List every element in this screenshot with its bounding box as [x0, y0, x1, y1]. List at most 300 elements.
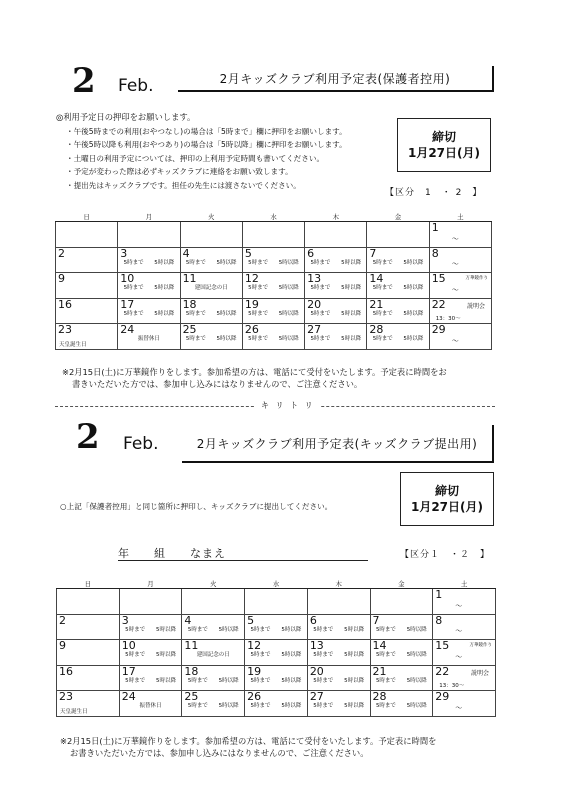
day-number: 16: [58, 297, 72, 311]
after5-slot[interactable]: 5時以降: [341, 310, 362, 317]
day-number: 21: [369, 297, 384, 311]
slot-labels: [371, 678, 433, 685]
day-number: 5: [247, 613, 255, 627]
before5-slot[interactable]: 5時まで: [372, 310, 393, 317]
top-calendar: [55, 212, 492, 350]
after5-slot[interactable]: 5時以降: [155, 652, 176, 658]
calendar-day-cell[interactable]: [242, 324, 304, 350]
time-range-mark: ～: [451, 336, 459, 345]
calendar-week-row: [56, 298, 492, 324]
day-number: 28: [369, 323, 384, 336]
weekday-header: 日: [57, 579, 120, 589]
before5-slot[interactable]: 5時まで: [248, 310, 269, 317]
top-note-2: ・午後5時以降も利用(おやつあり)の場合は「5時以降」欄に押印をお願いします。: [66, 140, 347, 149]
before5-slot[interactable]: 5時まで: [250, 703, 271, 709]
day-number: 29: [435, 690, 450, 703]
calendar-day-cell[interactable]: [118, 324, 180, 350]
before5-slot[interactable]: 5時まで: [185, 336, 206, 342]
calendar-day-cell[interactable]: [119, 665, 182, 691]
after5-slot[interactable]: 5時以降: [281, 652, 302, 658]
bottom-bottom-note-line1: ※2月15日(土)に万華鏡作りをします。参加希望の方は、電話にて受付をいたします。予定表に時間を: [60, 736, 437, 746]
day-number: 14: [372, 639, 387, 652]
holiday-label: 振替休日: [139, 703, 162, 709]
after5-slot[interactable]: 5時以降: [278, 285, 299, 291]
calendar-day-cell[interactable]: [56, 273, 118, 299]
after5-slot[interactable]: 5時以降: [341, 285, 362, 291]
before5-slot[interactable]: 5時まで: [185, 310, 206, 317]
slot-labels: [243, 260, 304, 267]
day-number: 23: [58, 323, 72, 336]
slot-labels: [308, 703, 370, 710]
before5-slot[interactable]: 5時まで: [123, 259, 144, 266]
calendar-day-cell[interactable]: [182, 665, 245, 691]
time-range-mark: ～: [455, 652, 463, 661]
calendar-day-cell[interactable]: [245, 665, 308, 691]
slot-labels: [371, 652, 433, 659]
weekday-header: 火: [180, 212, 242, 222]
calendar-week-row: [56, 273, 492, 299]
day-number: 1: [435, 588, 443, 601]
calendar-day-cell[interactable]: [118, 273, 180, 299]
after5-slot[interactable]: 5時以降: [154, 259, 175, 266]
calendar-day-cell[interactable]: [242, 222, 304, 248]
calendar-day-cell[interactable]: [245, 614, 308, 640]
before5-slot[interactable]: 5時まで: [250, 677, 271, 684]
calendar-day-cell[interactable]: [429, 324, 491, 350]
calendar-day-cell[interactable]: [57, 691, 120, 717]
top-deadline-box: [397, 118, 491, 172]
calendar-week-row: [57, 665, 496, 691]
day-number: 20: [309, 664, 324, 678]
calendar-day-cell[interactable]: [119, 640, 182, 666]
bottom-bottom-note: [60, 735, 515, 759]
before5-slot[interactable]: 5時まで: [123, 310, 144, 317]
weekday-header: 金: [370, 579, 433, 589]
day-number: 14: [369, 272, 384, 285]
calendar-day-cell[interactable]: [370, 665, 433, 691]
after5-slot[interactable]: 5時以降: [341, 259, 362, 266]
slot-labels: [367, 336, 428, 343]
calendar-day-cell[interactable]: [245, 691, 308, 717]
after5-slot[interactable]: 5時以降: [278, 259, 299, 266]
calendar-day-cell[interactable]: [119, 691, 182, 717]
holiday-label: 天皇誕生日: [60, 708, 88, 715]
calendar-day-cell[interactable]: [182, 640, 245, 666]
day-number: 17: [121, 664, 136, 678]
before5-slot[interactable]: 5時まで: [310, 259, 331, 266]
calendar-day-cell[interactable]: [307, 691, 370, 717]
bottom-title: 2月キッズクラブ利用予定表(キッズクラブ提出用): [182, 425, 494, 463]
top-notes-lead: ◎利用予定日の押印をお願いします。: [56, 112, 196, 122]
after5-slot[interactable]: 5時以降: [344, 626, 365, 633]
time-range-mark: ～: [451, 260, 459, 268]
day-number: 22: [435, 664, 450, 678]
day-number: 15: [431, 272, 446, 285]
event-note: 万華鏡作り: [469, 643, 492, 648]
calendar-day-cell[interactable]: [118, 247, 180, 273]
calendar-day-cell[interactable]: [57, 614, 120, 640]
calendar-day-cell[interactable]: [367, 298, 429, 324]
calendar-day-cell[interactable]: [119, 614, 182, 640]
day-number: 24: [120, 323, 135, 336]
calendar-day-cell[interactable]: [119, 589, 182, 615]
bottom-calendar: [56, 579, 496, 717]
day-number: 11: [184, 639, 199, 652]
kiritori-label: キ リ ト リ: [255, 400, 321, 411]
before5-slot[interactable]: 5時まで: [313, 652, 334, 658]
calendar-day-cell[interactable]: [305, 324, 367, 350]
day-number: 4: [182, 246, 190, 260]
after5-slot[interactable]: 5時以降: [406, 677, 427, 684]
holiday-label: 振替休日: [137, 336, 160, 342]
day-number: 8: [435, 613, 443, 627]
calendar-week-row: [56, 247, 492, 273]
before5-slot[interactable]: 5時まで: [187, 626, 208, 633]
name-row: 年 組 なまえ: [118, 547, 226, 560]
calendar-day-cell[interactable]: [367, 222, 429, 248]
bottom-month-en: Feb.: [123, 434, 159, 454]
after5-slot[interactable]: 5時以降: [406, 626, 427, 633]
calendar-day-cell[interactable]: [57, 640, 120, 666]
after5-slot[interactable]: 5時以降: [216, 310, 237, 317]
after5-slot[interactable]: 5時以降: [155, 626, 176, 633]
day-number: 2: [58, 246, 65, 260]
day-number: 18: [182, 297, 197, 311]
calendar-week-row: [56, 324, 492, 350]
calendar-day-cell[interactable]: [242, 273, 304, 299]
top-note-5: ・提出先はキッズクラブです。担任の先生には渡さないでください。: [66, 180, 301, 190]
top-month-en: Feb.: [118, 76, 154, 96]
slot-labels: [245, 678, 307, 685]
calendar-day-cell[interactable]: [180, 324, 242, 350]
before5-slot[interactable]: 5時まで: [125, 626, 146, 633]
before5-slot[interactable]: 5時まで: [313, 677, 334, 684]
weekday-header: 月: [119, 579, 182, 589]
after5-slot[interactable]: 5時以降: [403, 259, 424, 266]
calendar-day-cell[interactable]: [180, 298, 242, 324]
after5-slot[interactable]: 5時以降: [281, 677, 302, 684]
day-number: 1: [431, 221, 439, 234]
calendar-day-cell[interactable]: [57, 589, 120, 615]
before5-slot[interactable]: 5時まで: [125, 677, 146, 684]
calendar-day-cell[interactable]: [242, 298, 304, 324]
slot-labels: [118, 285, 179, 292]
slot-labels: [308, 678, 370, 685]
calendar-day-cell[interactable]: [433, 665, 496, 691]
day-number: 21: [372, 664, 387, 678]
slot-labels: [305, 260, 366, 267]
bottom-deadline-date: 1月27日(月): [410, 500, 484, 514]
before5-slot[interactable]: 5時まで: [372, 285, 393, 291]
calendar-day-cell[interactable]: [56, 247, 118, 273]
calendar-day-cell[interactable]: [429, 273, 491, 299]
slot-labels: [367, 311, 428, 318]
calendar-day-cell[interactable]: [56, 222, 118, 248]
before5-slot[interactable]: 5時まで: [187, 677, 208, 684]
after5-slot[interactable]: 5時以降: [218, 677, 239, 684]
slot-labels: [181, 311, 242, 318]
bottom-deadline-box: [400, 472, 494, 526]
event-note: 万華鏡作り: [465, 276, 488, 281]
calendar-day-cell[interactable]: [370, 640, 433, 666]
slot-labels: [181, 336, 242, 343]
day-number: 2: [59, 613, 66, 627]
slot-labels: [243, 311, 304, 318]
day-number: 9: [59, 639, 66, 652]
day-number: 10: [121, 639, 136, 652]
slot-labels: [308, 652, 370, 659]
after5-slot[interactable]: 5時以降: [406, 652, 427, 658]
calendar-day-cell[interactable]: [57, 665, 120, 691]
calendar-day-cell[interactable]: [370, 589, 433, 615]
calendar-week-row: [57, 691, 496, 717]
day-number: 8: [431, 246, 439, 260]
slot-labels: [367, 260, 428, 267]
day-number: 10: [120, 272, 135, 285]
before5-slot[interactable]: 5時まで: [125, 652, 146, 658]
day-number: 20: [307, 297, 322, 311]
weekday-header: 日: [56, 212, 118, 222]
after5-slot[interactable]: 5時以降: [154, 310, 175, 317]
weekday-header: 水: [245, 579, 308, 589]
bottom-deadline-label: 締切: [434, 483, 459, 498]
time-range-mark: ～: [451, 234, 459, 243]
before5-slot[interactable]: 5時まで: [372, 336, 393, 342]
after5-slot[interactable]: 5時以降: [154, 285, 175, 291]
bottom-instruction: ○上記「保護者控用」と同じ箇所に押印し、キッズクラブに提出してください。: [60, 502, 333, 511]
slot-labels: [367, 285, 428, 292]
calendar-day-cell[interactable]: [180, 273, 242, 299]
after5-slot[interactable]: 5時以降: [216, 336, 237, 342]
after5-slot[interactable]: 5時以降: [278, 310, 299, 317]
weekday-header: 木: [305, 212, 367, 222]
slot-labels: [305, 336, 366, 343]
after5-slot[interactable]: 5時以降: [403, 285, 424, 291]
slot-labels: [243, 336, 304, 343]
calendar-day-cell[interactable]: [433, 640, 496, 666]
after5-slot[interactable]: 5時以降: [344, 703, 365, 709]
before5-slot[interactable]: 5時まで: [248, 285, 269, 291]
before5-slot[interactable]: 5時まで: [185, 259, 206, 266]
calendar-day-cell[interactable]: [429, 247, 491, 273]
calendar-day-cell[interactable]: [433, 614, 496, 640]
calendar-week-row: [57, 640, 496, 666]
after5-slot[interactable]: 5時以降: [403, 336, 424, 342]
time-range-mark: ～: [451, 285, 459, 294]
calendar-day-cell[interactable]: [305, 273, 367, 299]
calendar-day-cell[interactable]: [305, 222, 367, 248]
calendar-day-cell[interactable]: [433, 691, 496, 717]
day-number: 17: [120, 297, 135, 311]
holiday-label: 建国記念の日: [196, 652, 230, 658]
top-title: 2月キッズクラブ利用予定表(保護者控用): [178, 66, 494, 92]
slot-labels: [305, 285, 366, 292]
day-number: 24: [121, 690, 136, 703]
event-time: 13：30～: [435, 316, 461, 322]
time-range-mark: ～: [455, 601, 463, 610]
calendar-week-row: [56, 222, 492, 248]
day-number: 26: [244, 323, 259, 336]
day-number: 16: [59, 664, 73, 678]
slot-labels: [243, 285, 304, 292]
day-number: 19: [247, 664, 262, 678]
top-bottom-note: [62, 366, 512, 390]
day-number: 12: [244, 272, 259, 285]
calendar-day-cell[interactable]: [182, 691, 245, 717]
calendar-day-cell[interactable]: [245, 589, 308, 615]
calendar-day-cell[interactable]: [305, 298, 367, 324]
calendar-day-cell[interactable]: [56, 324, 118, 350]
before5-slot[interactable]: 5時まで: [375, 703, 396, 709]
after5-slot[interactable]: 5時以降: [341, 336, 362, 342]
calendar-day-cell[interactable]: [307, 665, 370, 691]
top-bottom-note-line2: 書きいただいた方では、参加申し込みにはなりませんので、ご注意ください。: [72, 379, 363, 389]
calendar-day-cell[interactable]: [180, 222, 242, 248]
before5-slot[interactable]: 5時まで: [375, 652, 396, 658]
slot-labels: [305, 311, 366, 318]
slot-labels: [118, 311, 179, 318]
bottom-kubun: 【区分１ ・２ 】: [400, 550, 491, 560]
weekday-header: 土: [429, 212, 491, 222]
weekday-header: 火: [182, 579, 245, 589]
event-note: 説明会: [466, 302, 485, 310]
slot-labels: [182, 678, 244, 685]
after5-slot[interactable]: 5時以降: [218, 703, 239, 709]
before5-slot[interactable]: 5時まで: [375, 677, 396, 684]
before5-slot[interactable]: 5時まで: [310, 285, 331, 291]
slot-labels: [182, 703, 244, 710]
slot-labels: [181, 260, 242, 267]
name-underline: [118, 560, 368, 561]
calendar-day-cell[interactable]: [370, 614, 433, 640]
after5-slot[interactable]: 5時以降: [406, 703, 427, 709]
after5-slot[interactable]: 5時以降: [155, 677, 176, 684]
calendar-day-cell[interactable]: [429, 222, 491, 248]
calendar-day-cell[interactable]: [307, 589, 370, 615]
after5-slot[interactable]: 5時以降: [281, 626, 302, 633]
after5-slot[interactable]: 5時以降: [278, 336, 299, 342]
before5-slot[interactable]: 5時まで: [372, 259, 393, 266]
calendar-week-row: [57, 614, 496, 640]
weekday-header: 木: [307, 579, 370, 589]
calendar-day-cell[interactable]: [118, 298, 180, 324]
event-time: 13：30～: [439, 683, 465, 689]
before5-slot[interactable]: 5時まで: [313, 626, 334, 633]
calendar-day-cell[interactable]: [182, 589, 245, 615]
day-number: 22: [431, 297, 446, 311]
top-deadline-label: 締切: [431, 129, 456, 144]
after5-slot[interactable]: 5時以降: [344, 677, 365, 684]
day-number: 26: [247, 690, 262, 703]
after5-slot[interactable]: 5時以降: [403, 310, 424, 317]
before5-slot[interactable]: 5時まで: [310, 310, 331, 317]
top-deadline-date: 1月27日(月): [407, 146, 481, 160]
day-number: 6: [307, 246, 315, 260]
slot-labels: [308, 627, 370, 634]
day-number: 4: [184, 613, 192, 627]
slot-labels: [371, 703, 433, 710]
slot-labels: [182, 627, 244, 634]
calendar-day-cell[interactable]: [307, 614, 370, 640]
slot-labels: [118, 260, 179, 267]
slot-labels: [245, 627, 307, 634]
bottom-bottom-note-line2: お書きいただいた方では、参加申し込みにはなりませんので、ご注意ください。: [70, 748, 369, 758]
weekday-header: 水: [242, 212, 304, 222]
holiday-label: 建国記念の日: [194, 285, 228, 291]
day-number: 9: [58, 272, 65, 285]
event-note: 説明会: [470, 669, 489, 677]
after5-slot[interactable]: 5時以降: [344, 652, 365, 658]
calendar-day-cell[interactable]: [367, 273, 429, 299]
calendar-day-cell[interactable]: [242, 247, 304, 273]
day-number: 7: [369, 246, 377, 260]
before5-slot[interactable]: 5時まで: [310, 336, 331, 342]
weekday-header: 土: [433, 579, 496, 589]
before5-slot[interactable]: 5時まで: [123, 285, 144, 291]
before5-slot[interactable]: 5時まで: [250, 626, 271, 633]
slot-labels: [245, 652, 307, 659]
time-range-mark: ～: [455, 627, 463, 635]
calendar-day-cell[interactable]: [56, 298, 118, 324]
slot-labels: [371, 627, 433, 634]
day-number: 27: [307, 323, 322, 336]
top-month-number: 2: [72, 61, 96, 101]
calendar-day-cell[interactable]: [305, 247, 367, 273]
top-kubun: 【区分 1 ・ 2 】: [385, 188, 483, 198]
calendar-day-cell[interactable]: [433, 589, 496, 615]
before5-slot[interactable]: 5時まで: [248, 336, 269, 342]
calendar-day-cell[interactable]: [182, 614, 245, 640]
calendar-day-cell[interactable]: [367, 247, 429, 273]
day-number: 6: [309, 613, 317, 627]
holiday-label: 天皇誕生日: [59, 341, 87, 348]
calendar-week-row: [57, 589, 496, 615]
weekday-header: 金: [367, 212, 429, 222]
day-number: 29: [431, 323, 446, 336]
after5-slot[interactable]: 5時以降: [218, 626, 239, 633]
before5-slot[interactable]: 5時まで: [250, 652, 271, 658]
before5-slot[interactable]: 5時まで: [313, 703, 334, 709]
top-note-1: ・午後5時までの利用(おやつなし)の場合は「5時まで」欄に押印をお願いします。: [66, 126, 347, 136]
after5-slot[interactable]: 5時以降: [216, 259, 237, 266]
calendar-day-cell[interactable]: [245, 640, 308, 666]
calendar-day-cell[interactable]: [307, 640, 370, 666]
before5-slot[interactable]: 5時まで: [375, 626, 396, 633]
day-number: 15: [435, 639, 450, 652]
top-note-3: ・土曜日の利用予定については、押印の上利用予定時間も書いてください。: [66, 153, 325, 163]
before5-slot[interactable]: 5時まで: [187, 703, 208, 709]
day-number: 28: [372, 690, 387, 703]
weekday-header: 月: [118, 212, 180, 222]
day-number: 13: [309, 639, 324, 652]
day-number: 3: [120, 246, 128, 260]
top-notes: [56, 111, 406, 192]
slot-labels: [245, 703, 307, 710]
calendar-day-cell[interactable]: [180, 247, 242, 273]
after5-slot[interactable]: 5時以降: [281, 703, 302, 709]
day-number: 13: [307, 272, 322, 285]
top-note-4: ・予定が変わった際は必ずキッズクラブに連絡をお願い致します。: [66, 167, 293, 176]
day-number: 5: [244, 246, 252, 260]
calendar-day-cell[interactable]: [429, 298, 491, 324]
before5-slot[interactable]: 5時まで: [248, 259, 269, 266]
day-number: 3: [121, 613, 129, 627]
calendar-day-cell[interactable]: [367, 324, 429, 350]
day-number: 25: [184, 690, 199, 703]
calendar-day-cell[interactable]: [370, 691, 433, 717]
day-number: 11: [182, 272, 197, 285]
calendar-day-cell[interactable]: [118, 222, 180, 248]
